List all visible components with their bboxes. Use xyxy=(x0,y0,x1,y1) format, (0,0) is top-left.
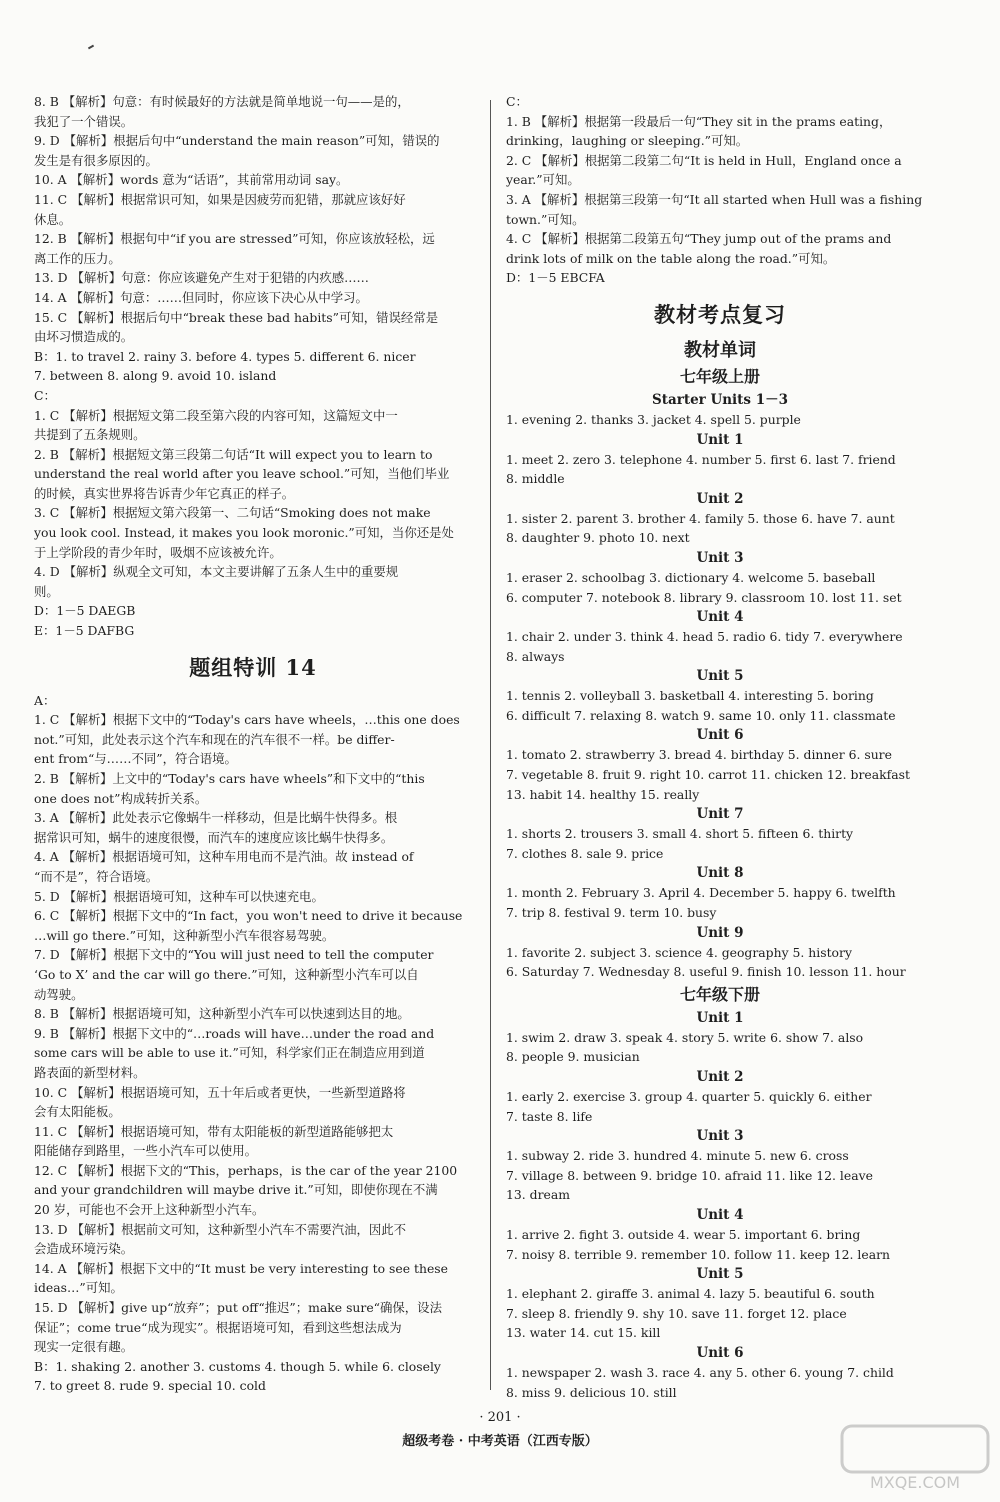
page-number: · 201 · xyxy=(479,1410,521,1425)
unit-heading: Unit 3 xyxy=(696,549,744,566)
text-line: 阳能储存到路里，一些小汽车可以使用。 xyxy=(34,1143,258,1159)
word-list-line: 7. noisy 8. terrible 9. remember 10. follow 11. keep 12. learn xyxy=(506,1246,891,1262)
text-line: 1. B 【解析】根据第一段最后一句“They sit in the prams eating， xyxy=(506,113,892,129)
text-line: 会造成环境污染。 xyxy=(34,1241,134,1257)
unit-heading: Unit 5 xyxy=(696,1266,744,1283)
text-line: town.”可知。 xyxy=(506,211,585,227)
text-line: 13. D 【解析】根据前文可知，这种新型小汽车不需要汽油，因此不 xyxy=(34,1221,407,1237)
unit-heading: Unit 1 xyxy=(696,431,744,448)
group-title: 题组特训 14 xyxy=(189,654,317,680)
text-line: 5. D 【解析】根据语境可知，这种车可以快速充电。 xyxy=(34,888,324,904)
word-list-line: 1. arrive 2. fight 3. outside 4. wear 5. important 6. bring xyxy=(506,1226,861,1242)
word-list-line: 1. chair 2. under 3. think 4. head 5. radio 6. tidy 7. everywhere xyxy=(506,629,903,645)
unit-heading: Unit 6 xyxy=(696,727,744,744)
text-line: 共提到了五条规则。 xyxy=(34,427,146,443)
subsection-title: 教材单词 xyxy=(684,339,756,361)
watermark-text: MXQE.COM xyxy=(869,1473,961,1492)
text-line: 11. C 【解析】根据语境可知，带有太阳能板的新型道路能够把太 xyxy=(34,1123,394,1139)
unit-heading: Unit 7 xyxy=(696,806,744,823)
text-line: 6. C 【解析】根据下文中的“In fact，you won't need to drive it because xyxy=(34,908,463,924)
text-line: 据常识可知，蜗牛的速度很慢，而汽车的速度应该比蜗牛快得多。 xyxy=(34,829,394,845)
units-grade1 xyxy=(506,390,934,982)
text-line: 14. A 【解析】句意：……但同时，你应该下决心从中学习。 xyxy=(34,289,368,305)
word-list-line: 6. difficult 7. relaxing 8. watch 9. same 10. only 11. classmate xyxy=(506,707,896,723)
text-line: 20 岁，可能也不会开上这种新型小汽车。 xyxy=(34,1202,265,1218)
text-line: 15. D 【解析】give up“放弃”；put off“推迟”；make sure“确保，设法 xyxy=(34,1300,442,1316)
text-line: 7. between 8. along 9. avoid 10. island xyxy=(34,368,277,384)
word-list-line: 6. computer 7. notebook 8. library 9. classroom 10. lost 11. set xyxy=(506,589,902,605)
word-list-line: 7. taste 8. life xyxy=(506,1108,593,1124)
word-list-line: 6. Saturday 7. Wednesday 8. useful 9. finish 10. lesson 11. hour xyxy=(506,964,906,980)
text-line: 11. C 【解析】根据常识可知，如果是因疲劳而犯错，那就应该好好 xyxy=(34,191,406,207)
text-line: E：1－5 DAFBG xyxy=(34,623,135,639)
unit-heading: Unit 4 xyxy=(696,609,744,626)
text-line: 10. C 【解析】根据语境可知，五十年后或者更快，一些新型道路将 xyxy=(34,1084,406,1100)
word-list-line: 1. elephant 2. giraffe 3. animal 4. lazy 5. beautiful 6. south xyxy=(506,1286,875,1302)
word-list-line: 1. subway 2. ride 3. hundred 4. minute 5. new 6. cross xyxy=(506,1148,849,1164)
text-line: 1. C 【解析】根据下文中的“Today's cars have wheels，…this one does xyxy=(34,712,460,728)
text-line: drink lots of milk on the table along the road.”可知。 xyxy=(506,250,836,266)
text-line: 10. A 【解析】words 意为“话语”，其前常用动词 say。 xyxy=(34,172,349,188)
unit-heading: Unit 4 xyxy=(696,1206,744,1223)
text-line: D：1－5 DAEGB xyxy=(34,603,136,619)
text-line: 保证”；come true“成为现实”。根据语境可知，看到这些想法成为 xyxy=(34,1319,402,1335)
word-list-line: 1. early 2. exercise 3. group 4. quarter 5. quickly 6. either xyxy=(506,1089,872,1104)
word-list-line: 7. trip 8. festival 9. term 10. busy xyxy=(506,905,717,921)
unit-heading: Unit 9 xyxy=(696,924,744,941)
text-line: 12. C 【解析】根据下文的“This，perhaps，is the car of the year 2100 xyxy=(34,1162,458,1178)
word-list-line: 13. water 14. cut 15. kill xyxy=(506,1325,661,1341)
text-line: 9. D 【解析】根据后句中“understand the main reason”可知，错误的 xyxy=(34,133,440,149)
unit-heading: Unit 2 xyxy=(696,1069,744,1085)
text-line: C： xyxy=(34,387,56,403)
text-line: drinking，laughing or sleeping.”可知。 xyxy=(506,133,749,149)
grade-heading-1: 七年级上册 xyxy=(679,366,760,386)
text-line: 则。 xyxy=(34,583,59,599)
text-line: 离工作的压力。 xyxy=(34,250,121,266)
word-list-line: 1. favorite 2. subject 3. science 4. geography 5. history xyxy=(506,944,852,960)
scan-mark xyxy=(88,45,94,50)
word-list-line: 1. tennis 2. volleyball 3. basketball 4. interesting 5. boring xyxy=(506,688,874,704)
unit-heading: Unit 8 xyxy=(696,865,744,882)
text-line: 2. B 【解析】上文中的“Today's cars have wheels”和下文中的“this xyxy=(34,771,425,786)
word-list-line: 1. sister 2. parent 3. brother 4. family 5. those 6. have 7. aunt xyxy=(506,510,895,526)
grade-heading-2: 七年级下册 xyxy=(679,984,760,1004)
word-list-line: 8. people 9. musician xyxy=(506,1049,640,1065)
column-divider xyxy=(490,100,491,1390)
word-list-line: 1. tomato 2. strawberry 3. bread 4. birthday 5. dinner 6. sure xyxy=(506,747,892,763)
book-title: 超级考卷 · 中考英语（江西专版） xyxy=(402,1434,598,1449)
text-line: 于上学阶段的青少年时，吸烟不应该被允许。 xyxy=(34,544,282,560)
unit-heading: Unit 6 xyxy=(696,1344,744,1361)
text-line: “而不是”，符合语境。 xyxy=(34,868,159,884)
right-column xyxy=(506,92,934,1402)
text-line: ‘Go to X’ and the car will go there.”可知，这种新型小汽车可以自 xyxy=(34,966,419,982)
word-list-line: 1. shorts 2. trousers 3. small 4. short 5. fifteen 6. thirty xyxy=(506,826,854,842)
word-list-line: 1. month 2. February 3. April 4. December 5. happy 6. twelfth xyxy=(506,885,896,901)
text-line: 路表面的新型材料。 xyxy=(34,1064,146,1080)
text-line: …will go there.”可知，这种新型小汽车很容易驾驶。 xyxy=(34,927,335,943)
left-column xyxy=(34,92,472,1396)
word-list-line: 8. middle xyxy=(506,471,565,487)
text-line: 8. B 【解析】根据语境可知，这种新型小汽车可以快速到达目的地。 xyxy=(34,1006,410,1022)
text-line: 15. C 【解析】根据后句中“break these bad habits”可知，错误经常是 xyxy=(34,309,439,325)
unit-heading: Unit 2 xyxy=(696,490,744,507)
text-line: 7. to greet 8. rude 9. special 10. cold xyxy=(34,1378,266,1394)
text-line: 12. B 【解析】根据句中“if you are stressed”可知，你应该放轻松，远 xyxy=(34,231,435,247)
text-line: 2. C 【解析】根据第二段第二句“It is held in Hull，England once a xyxy=(506,152,902,168)
unit-heading: Unit 3 xyxy=(696,1128,744,1145)
text-line: 的时候，真实世界将告诉青少年它真正的样子。 xyxy=(34,485,295,501)
word-list-line: 7. village 8. between 9. bridge 10. afraid 11. like 12. leave xyxy=(506,1167,873,1183)
word-list-line: 1. evening 2. thanks 3. jacket 4. spell 5. purple xyxy=(506,411,801,427)
text-line: 我犯了一个错误。 xyxy=(34,113,134,129)
text-line: 会有太阳能板。 xyxy=(34,1104,121,1120)
watermark-logo xyxy=(840,1424,990,1496)
text-line: understand the real world after you leave school.”可知，当他们毕业 xyxy=(34,466,450,482)
word-list-line: 7. clothes 8. sale 9. price xyxy=(506,845,664,861)
word-list-line: 1. meet 2. zero 3. telephone 4. number 5. first 6. last 7. friend xyxy=(506,451,896,467)
text-line: 13. D 【解析】句意：你应该避免产生对于犯错的内疚感…… xyxy=(34,270,369,286)
word-list-line: 7. sleep 8. friendly 9. shy 10. save 11. forget 12. place xyxy=(506,1305,847,1321)
unit-heading: Starter Units 1－3 xyxy=(651,391,789,408)
text-line: 14. A 【解析】根据下文中的“It must be very interesting to see these xyxy=(34,1260,448,1276)
word-list-line: 13. habit 14. healthy 15. really xyxy=(506,786,700,802)
word-list-line: 7. vegetable 8. fruit 9. right 10. carrot 11. chicken 12. breakfast xyxy=(506,767,910,783)
text-line: ent from“与……不同”，符合语境。 xyxy=(34,751,237,767)
text-line: 2. B 【解析】根据短文第三段第二句话“It will expect you to learn to xyxy=(34,446,433,462)
text-line: 9. B 【解析】根据下文中的“…roads will have…under the road and xyxy=(34,1025,435,1041)
text-line: C： xyxy=(506,94,528,109)
text-line: 7. D 【解析】根据下文中的“You will just need to tell the computer xyxy=(34,947,434,963)
text-line: 发生是有很多原因的。 xyxy=(34,152,158,168)
word-list-line: 1. eraser 2. schoolbag 3. dictionary 4. welcome 5. baseball xyxy=(506,569,876,585)
text-line: 4. D 【解析】纵观全文可知，本文主要讲解了五条人生中的重要规 xyxy=(34,564,399,580)
word-list-line: 1. swim 2. draw 3. speak 4. story 5. write 6. show 7. also xyxy=(506,1029,864,1045)
text-line: 1. C 【解析】根据短文第二段至第六段的内容可知，这篇短文中一 xyxy=(34,407,398,423)
answers-block xyxy=(506,92,934,288)
text-line: 4. C 【解析】根据第二段第五句“They jump out of the prams and xyxy=(506,231,892,247)
text-line: one does not”构成转折关系。 xyxy=(34,790,208,806)
word-list-line: 8. always xyxy=(506,648,565,664)
word-list-line: 1. newspaper 2. wash 3. race 4. any 5. other 6. young 7. child xyxy=(506,1364,894,1380)
text-line: 动驾驶。 xyxy=(34,986,84,1002)
unit-heading: Unit 1 xyxy=(696,1009,744,1026)
text-line: A： xyxy=(34,692,56,708)
text-line: 3. A 【解析】此处表示它像蜗牛一样移动，但是比蜗牛快得多。根 xyxy=(34,810,398,826)
word-list-line: 8. daughter 9. photo 10. next xyxy=(506,530,690,546)
section-title: 教材考点复习 xyxy=(654,301,786,327)
text-line: you look cool. Instead, it makes you look moronic.”可知，当你还是处 xyxy=(34,525,454,541)
text-line: 8. B 【解析】句意：有时候最好的方法就是简单地说一句——是的， xyxy=(34,94,410,109)
text-line: some cars will be able to use it.”可知，科学家们正在制造应用到道 xyxy=(34,1045,425,1061)
text-line: 3. C 【解析】根据短文第六段第一、二句话“Smoking does not make xyxy=(34,505,431,521)
text-line: 4. A 【解析】根据语境可知，这种车用电而不是汽油。故 instead of xyxy=(34,849,414,865)
text-line: B：1. to travel 2. rainy 3. before 4. types 5. different 6. nicer xyxy=(34,348,416,364)
word-list-line: 8. miss 9. delicious 10. still xyxy=(506,1384,677,1400)
text-line: 休息。 xyxy=(34,211,72,227)
text-line: 现实一定很有趣。 xyxy=(34,1339,134,1355)
text-line: not.”可知，此处表示这个汽车和现在的汽车很不一样。be differ- xyxy=(34,731,395,747)
text-line: B：1. shaking 2. another 3. customs 4. though 5. while 6. closely xyxy=(34,1358,441,1374)
text-line: year.”可知。 xyxy=(506,172,580,188)
unit-heading: Unit 5 xyxy=(696,668,744,685)
text-line: and your grandchildren will maybe drive it.”可知，即使你现在不满 xyxy=(34,1182,438,1198)
text-line: ideas…”可知。 xyxy=(34,1280,123,1296)
word-list-line: 13. dream xyxy=(506,1187,570,1203)
units-grade2 xyxy=(506,1008,934,1402)
text-line: 3. A 【解析】根据第三段第一句“It all started when Hull was a fishing xyxy=(506,191,923,207)
text-line: 由坏习惯造成的。 xyxy=(34,329,134,345)
text-line: D：1－5 EBCFA xyxy=(506,270,605,286)
